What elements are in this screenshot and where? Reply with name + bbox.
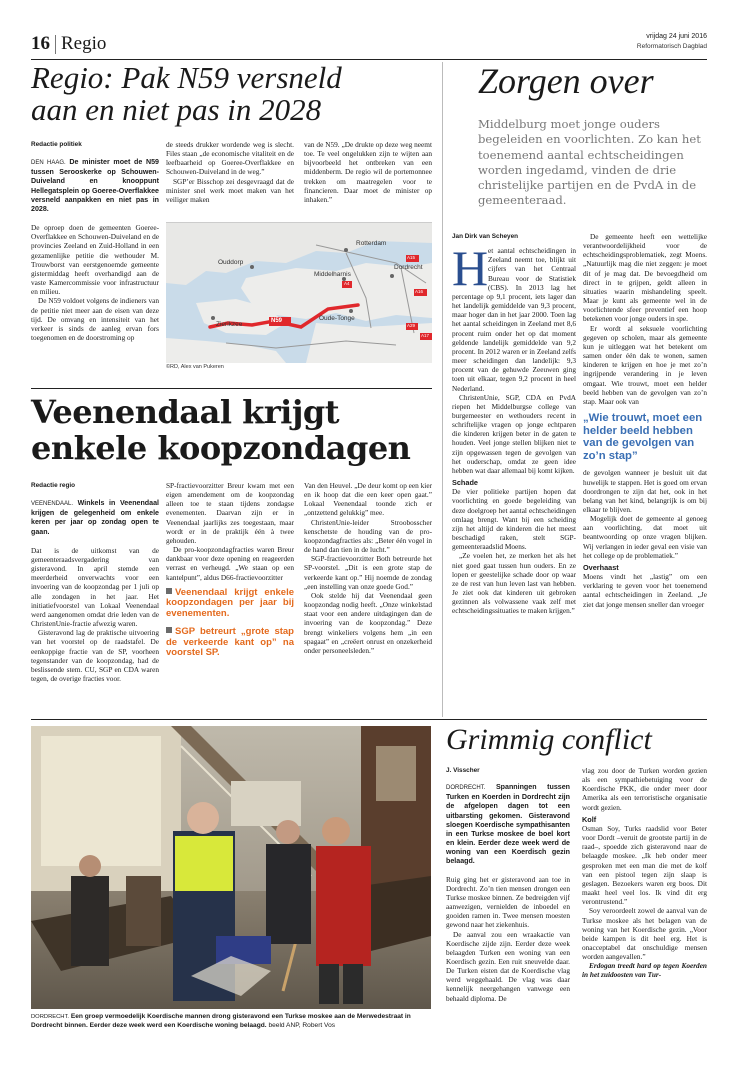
grimmig-col2 xyxy=(582,766,707,980)
n59-headline-line1: Regio: Pak N59 versneld xyxy=(31,60,342,95)
grimmig-text-1: Ruig ging het er gisteravond aan toe in Dordrecht. Zo’n tien mensen drongen een Turkse moskee binnen. Ze bedreigden vijf aanwezigen, vernielden de inboedel en gooiden ramen in. Twee mensen moesten gewond naar het ziekenhuis. xyxy=(446,874,570,930)
zorgen-text-1: et aantal echtscheidingen in Zeeland neemt toe, blijkt uit cijfers van het Centraal Bureau voor de Statistiek (CBS). In 2013 lag het percentage op 9,1 procent, iets lager dan het landelijk gemiddelde van 9,3 procent, maar hoger dan in het jaar 2000. Toen lag het aantal scheidingen in Zeeland met 8,6 procent ruim onder het op dat moment geldende landelijk gemiddelde van 9,2 procent. In 2012 waren er in Zeeland zelfs meer scheidingen dan landelijk: 9,3 procent van de gehuwde Zeeuwen ging toen uit elkaar, tegen 9,2 procent in heel Nederland. xyxy=(452,246,576,393)
dropcap: H xyxy=(452,240,489,296)
issue-date: vrijdag 24 juni 2016 xyxy=(646,33,707,40)
n59-lead: De minister moet de N59 tussen Serooskerke op Schouwen-Duiveland en knooppunt Hellegatsplein op Goeree-Overflakkee versneld aanpakken en niet pas in 2028. xyxy=(31,158,159,213)
grimmig-subhead-kolf: Kolf xyxy=(582,814,597,824)
zorgen-text-2: ChristenUnie, SGP, CDA en PvdA riepen het Middelburgse college van burgemeester en wethouders recent in schriftelijke vragen op jonge echtparen die kinderen krijgen beter in de gaten te houden. Veel jonge stellen blijken niet te zijn opgewassen tegen de gevolgen van het ouderschap, omdat ze geen idee hebben wat daar allemaal bij komt kijken. xyxy=(452,392,576,475)
zorgen-text-9: Moens vindt het „lastig” om een verklaring te geven voor het toenemend aantal echtscheidingen in Zeeland. „Je ziet dat jonge mensen sneller dan vroeger xyxy=(583,572,707,609)
veenendaal-col1 xyxy=(31,481,159,683)
map-label-dordrecht: Dordrecht xyxy=(394,264,423,271)
column-rule xyxy=(442,62,443,717)
section-divider xyxy=(55,35,56,54)
photo-credit: beeld ANP, Robert Vos xyxy=(268,1021,336,1029)
n59-text-1: De oproep doen de gemeenten Goeree-Overflakkee en Schouwen-Duiveland en de provincies Zeeland en Zuid-Holland in een gezamenlijke petitie die wethouder M. Trouwborst van eerstgenoemde gemeente gistermiddag heeft overhandigd aan de vaste Kamercommissie voor infrastructuur en milieu. xyxy=(31,223,159,297)
veenendaal-col2 xyxy=(166,481,294,659)
veenendaal-text-2: Gisteravond lag de praktische uitvoering van het voorstel op de raadstafel. De eenkoppige fractie van de SP, voorheen tegenstander van de koopzondag, had de beslissende stem. CU, SGP en CDA waren tegen, de overige fracties voor. xyxy=(31,628,159,683)
map-label-rotterdam: Rotterdam xyxy=(356,240,387,247)
caption-text: Een groep vermoedelijk Koerdische mannen drong gisteravond een Turkse moskee aan de Merwedestraat in Dordrecht binnen. Eerder deze week werd een Koerdische woning belaagd. xyxy=(31,1013,411,1029)
bullet-square-icon xyxy=(166,627,172,633)
map-graphic xyxy=(166,223,432,363)
map-road-a16: A16 xyxy=(415,289,424,294)
grimmig-headline: Grimmig conflict xyxy=(446,723,652,756)
zorgen-text-3: De vier politieke partijen hopen dat voorlichting en goede begeleiding van deze doelgroep het aantal echtscheidingen omlaag brengt. Want bij een scheiding zijn het altijd de kinderen die het meest beschadigd raken, stelt SGP-gemeenteraadslid Moens. xyxy=(452,487,576,552)
veenendaal-text-5: Van den Heuvel. „De deur komt op een kier en ik hoop dat die een keer open gaat.” Lokaal Veenendaal toonde zich er „ontzettend gelukkig” mee. xyxy=(304,481,432,518)
caption-dateline: DORDRECHT. xyxy=(31,1014,70,1020)
veenendaal-text-6: ChristenUnie-leider Stroobosscher kenschetste de houding van de pro-koopzondagfracties als: „Beter één vogel in de hand dan tien in de lucht.” xyxy=(304,517,432,555)
grimmig-text-6: Erdogan treedt hard op tegen Koerden in het zuidoosten van Tur- xyxy=(582,961,707,980)
n59-map xyxy=(166,222,432,373)
zorgen-text-7: de gevolgen wanneer je besluit uit dat huwelijk te stappen. Het is goed om ervan doordrongen te zijn dat het, ook in het belang van het kind, belangrijk is om bij elkaar te blijven. xyxy=(583,468,707,514)
grimmig-col1 xyxy=(446,766,570,1003)
n59-headline xyxy=(31,62,441,126)
veenendaal-byline: Redactie regio xyxy=(31,482,76,489)
veenendaal-text-8: Ook stelde hij dat Veenendaal geen koopzondag nodig heeft. „Onze winkelstad staat voor een andere uitdagingen dan de invoering van de koopzondag.” Deze brengt winkeliers volgens hem „in een spagaat” en „creëert onrust en onzekerheid onder personeelsleden.” xyxy=(304,590,432,655)
zorgen-intro: Middelburg moet jonge ouders begeleiden en voorlichten. Zo kan het toenemend aantal echtscheidingen worden ingedamd, vinden de drie christelijke partijen en de PvdA in de gemeenteraad. xyxy=(478,117,701,208)
photo-scene xyxy=(31,726,431,1009)
grimmig-lead: Spanningen tussen Turken en Koerden in Dordrecht zijn de afgelopen dagen tot een uitbarsting gekomen. Gisteravond sloegen Koerdische sympathisanten in een Turkse moskee de boel kort en klein. Eerder deze week werd de woning van een Koerdisch gezin belaagd. xyxy=(446,783,570,866)
page-header xyxy=(31,33,707,57)
n59-text-3: de steeds drukker wordende weg is slecht. Files staan „de economische vitaliteit en de leefbaarheid op Goeree-Overflakkee en Schouwen-Duiveland in de weg.” xyxy=(166,140,294,177)
veenendaal-text-7: SGP-fractievoorzitter Both betreurde het SP-voorstel. „Dit is een grote stap de verkeerde kant op.” Hij noemde de zondag „een instelling van onze goede God.” xyxy=(304,554,432,591)
zorgen-text-5: De gemeente heeft een wettelijke verantwoordelijkheid voor de echtscheidingsproblematiek, zegt Moens. „Natuurlijk mag die niet zeggen: je moet dit of je mag dat. De bevoegdheid om direct in te grijpen, geldt alleen in situaties waarin mishandeling speelt. Maar je kunt als gemeente wel in de voorlichtende sfeer preventief een hoop betekenen voor jonge ouders in spe. xyxy=(583,232,707,324)
map-credit: ©RD, Alex van Pukeren xyxy=(166,364,224,370)
section-name: Regio xyxy=(61,33,107,54)
rule-bottom-section xyxy=(31,719,707,720)
zorgen-subhead-overhaast: Overhaast xyxy=(583,562,619,572)
pull-1-text: Veenendaal krijgt enkele koopzondagen per jaar bij evenementen. xyxy=(166,586,294,619)
zorgen-col1 xyxy=(452,232,576,615)
veenendaal-pull-2 xyxy=(166,627,294,659)
grimmig-text-3: vlag zou door de Turken worden gezien als een sympathiebetuiging voor de Koerdische PKK, die onder meer door Amerika als een terroristische organisatie wordt gezien. xyxy=(582,766,707,812)
bullet-square-icon xyxy=(166,588,172,594)
map-road-a4: A4 xyxy=(344,281,350,286)
map-label-n59: N59 xyxy=(271,318,283,324)
n59-text-2: De N59 voldoet volgens de indieners van de petitie niet meer aan de eisen van deze tijd. De omvang en intensiteit van het verkeer is sinds de aanleg ervan fors toegenomen en de doorstroming op xyxy=(31,296,159,342)
zorgen-byline: Jan Dirk van Scheyen xyxy=(452,233,519,240)
map-road-a17: A17 xyxy=(421,333,430,338)
n59-col2 xyxy=(166,140,294,204)
zorgen-headline: Zorgen over xyxy=(478,61,654,101)
n59-dateline: DEN HAAG. xyxy=(31,160,66,167)
zorgen-text-4: „Ze voelen het, ze merken het als het niet goed gaat tussen hun ouders. En ze lopen er geestelijke schade door op waar ze de rest van hun leven last van hebben. Je ziet ook dat kinderen uit gebroken gezinnen als volwassene vaak zelf met echtscheidingssituaties te maken krijgen.” xyxy=(452,551,576,616)
n59-byline: Redactie politiek xyxy=(31,141,82,148)
grimmig-text-2: De aanval zou een wraakactie van Koerdische zijde zijn. Eerder deze week belaagden Turken een woning van een Koerdisch gezin. Een ruit sneuvelde daar. De Turken eisten dat de Koerdische vlag werd weggehaald. De vlag was daar kennelijk neergehangen vanwege een behaald diploma. De xyxy=(446,929,570,1003)
n59-col3 xyxy=(304,140,432,204)
newspaper-name: Reformatorisch Dagblad xyxy=(636,43,707,50)
news-photo xyxy=(31,726,431,1009)
veenendaal-headline xyxy=(31,394,431,466)
zorgen-subhead-schade: Schade xyxy=(452,478,478,488)
veenendaal-col3 xyxy=(304,481,432,655)
zorgen-text-8: Mogelijk doet de gemeente al genoeg aan voorlichting, dat moet uit beantwoording op onze vragen blijken. Wij verlangen in ieder geval een visie van het college op de problematiek.” xyxy=(583,514,707,560)
veenendaal-headline-line2: enkele koopzondagen xyxy=(31,429,411,467)
map-label-middelharnis: Middelharnis xyxy=(314,271,351,278)
map-label-ouddorp: Ouddorp xyxy=(218,259,244,266)
page-number: 16 xyxy=(31,33,50,54)
zorgen-col2 xyxy=(583,232,707,609)
veenendaal-text-4: De pro-koopzondagfracties waren Breur dankbaar voor deze opening en reageerden verrast en verheugd. „We staan op een kantelpunt”, aldus D66-fractievoorzitter xyxy=(166,545,294,582)
grimmig-text-5: Soy veroordeelt zowel de aanval van de Turkse moskee als het belagen van de woning van het Koerdische gezin. „Voor beide kampen is dit heel erg. Het is onacceptabel dat onschuldige mensen worden aangevallen.” xyxy=(582,906,707,962)
n59-text-4: SGP’er Bisschop zei desgevraagd dat de minister snel werk moet maken van het veiliger maken xyxy=(166,176,294,204)
photo-caption xyxy=(31,1013,431,1030)
grimmig-text-4: Osman Soy, Turks raadslid voor Beter voor Dordt –veruit de grootste partij in de raad–, spoedde zich gisteravond naar de belaagde moskee. „Ik heb onder meer gesproken met een man die met de kolf van een pistool tegen zijn slaap is geslagen. Bezoekers waren erg boos. Dit maakt heel veel los. Ik vind dit erg verontrustend.” xyxy=(582,823,707,907)
n59-text-5: van de N59. „De drukte op deze weg neemt toe. Te veel ongelukken zijn te wijten aan bijvoorbeeld het ontbreken van een middenberm. De regio wil de portemonnee trekken om maatregelen voor te financieren. Daar moet de minister op inhaken.” xyxy=(304,140,432,204)
rule-n59-veenendaal xyxy=(31,388,432,389)
veenendaal-dateline: VEENENDAAL. xyxy=(31,501,74,508)
veenendaal-lead: Winkels in Veenendaal krijgen de gelegenheid om enkele keren per jaar op zondag open te gaan. xyxy=(31,499,159,536)
map-label-zierikzee: Zierikzee xyxy=(216,321,243,328)
veenendaal-text-3: SP-fractievoorzitter Breur kwam met een eigen amendement om de koopzondag alleen toe te staan tijdens zondagse evenementen. Daarvan zijn er in Veenendaal jaarlijks zes toegestaan, maar wordt er in de praktijk één à twee gehouden. xyxy=(166,481,294,545)
map-label-oude-tonge: Oude-Tonge xyxy=(319,315,355,322)
map-road-a15: A15 xyxy=(407,255,416,260)
n59-col1 xyxy=(31,140,159,342)
zorgen-quote: „Wie trouwt, moet een helder beeld hebben van de gevolgen van zo’n stap” xyxy=(583,411,703,462)
veenendaal-pull-1 xyxy=(166,588,294,620)
n59-headline-line2: aan en niet pas in 2028 xyxy=(31,92,322,127)
grimmig-dateline: DORDRECHT. xyxy=(446,785,486,792)
grimmig-byline: J. Visscher xyxy=(446,767,480,774)
map-road-a29: A29 xyxy=(407,323,416,328)
veenendaal-text-1: Dat is de uitkomst van de gemeenteraadsvergadering van gisteravond. In april stemde een meerderheid onverwachts voor een invoering van de koopzondag per 1 juli op alle zondagen in het jaar. Het initiatiefvoorstel van Lokaal Veenendaal werd aangenomen omdat drie leden van de ChristenUnie-fractie afwezig waren. xyxy=(31,545,159,629)
zorgen-text-6: Er wordt al seksuele voorlichting gegeven op scholen, maar als gemeente kun je uitleggen wat het betekent om samen onder één dak te wonen, samen kinderen te krijgen en hoe je met zo’n ingrijpende verandering in je leven omgaat. Wie trouwt, moet een helder beeld hebben van de gevolgen van zo’n stap. Maar ook van xyxy=(583,323,707,406)
veenendaal-headline-line1: Veenendaal krijgt xyxy=(31,393,340,431)
pull-2-text: SGP betreurt „grote stap de verkeerde kant op” na voorstel SP. xyxy=(166,626,294,659)
